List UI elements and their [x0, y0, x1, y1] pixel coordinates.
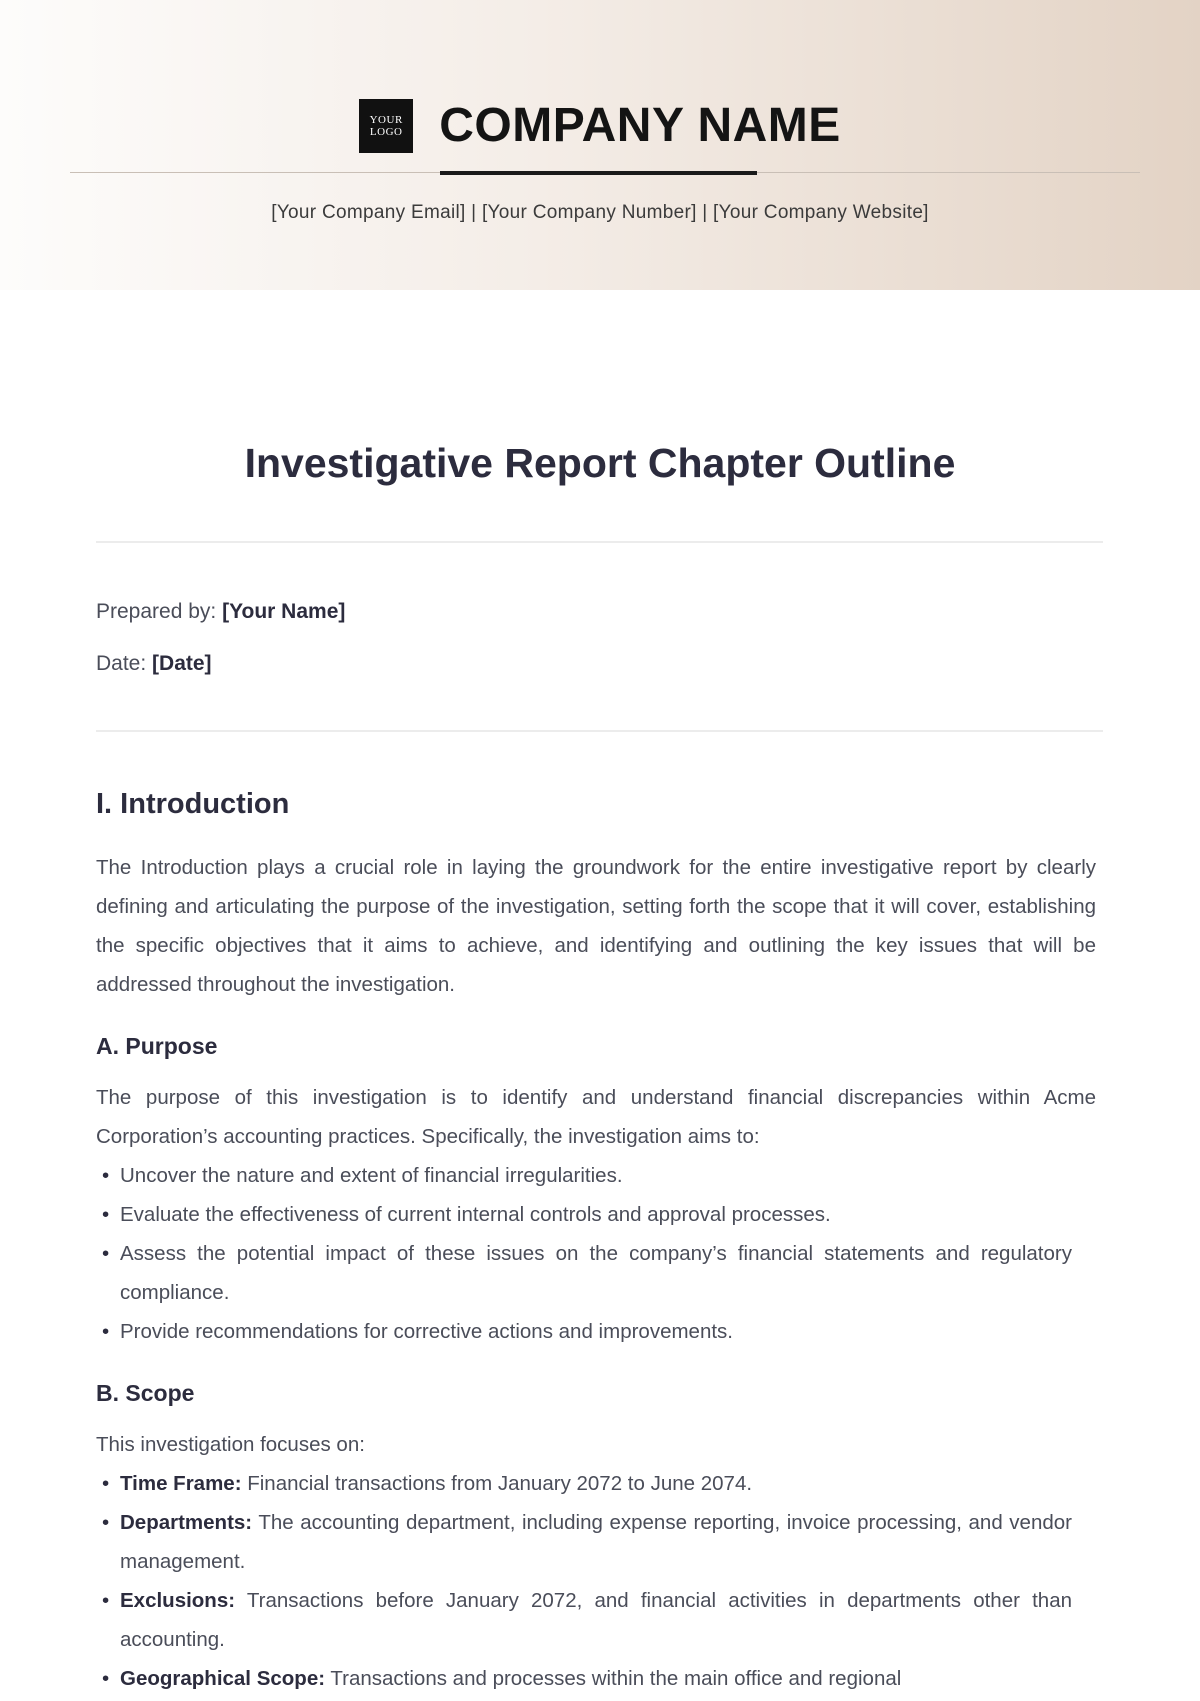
list-item — [96, 1659, 1096, 1698]
logo-text-line1: YOUR — [369, 113, 403, 126]
logo-text-line2: LOGO — [369, 125, 403, 138]
brand-lockup — [0, 98, 1200, 153]
company-contact-line: [Your Company Email] | [Your Company Number] | [Your Company Website] — [271, 202, 929, 223]
scope-list — [96, 1464, 1096, 1698]
scope-item-text: Transactions before January 2072, and financial activities in departments other than accounting. — [120, 1589, 1072, 1651]
introduction-paragraph: The Introduction plays a crucial role in laying the groundwork for the entire investigative report by clearly defining and articulating the purpose of the investigation, setting forth the scope that it will cover, establishing the specific objectives that it aims to achieve, and identifying and outlining the key issues that will be addressed throughout the investigation. — [96, 856, 1096, 996]
company-logo — [359, 99, 413, 153]
company-name: COMPANY NAME — [439, 99, 841, 152]
scope-item-label: Exclusions: — [120, 1589, 236, 1612]
purpose-list — [96, 1156, 1096, 1351]
company-header — [0, 0, 1200, 290]
meta-divider — [96, 730, 1103, 732]
section-heading-introduction: I. Introduction — [96, 788, 290, 820]
scope-paragraph: This investigation focuses on: — [96, 1433, 365, 1456]
list-item — [96, 1581, 1096, 1659]
date-value: [Date] — [152, 652, 212, 675]
prepared-by-value: [Your Name] — [222, 600, 346, 623]
prepared-by-label: Prepared by: — [96, 600, 223, 623]
prepared-by-line — [96, 600, 345, 624]
document-title: Investigative Report Chapter Outline — [244, 440, 956, 486]
list-item: • Provide recommendations for corrective actions and improvements. — [96, 1312, 1096, 1351]
header-divider-accent — [440, 171, 757, 175]
list-item — [96, 1503, 1096, 1581]
date-label: Date: — [96, 652, 153, 675]
scope-item-text: The accounting department, including expense reporting, invoice processing, and vendor management. — [120, 1511, 1072, 1573]
list-item: • Assess the potential impact of these issues on the company’s financial statements and regulatory compliance. — [96, 1234, 1096, 1312]
scope-item-text: Transactions and processes within the main office and regional — [325, 1667, 902, 1690]
scope-item-label: Time Frame: — [120, 1472, 242, 1495]
date-line — [96, 652, 212, 676]
scope-item-label: Departments: — [120, 1511, 253, 1534]
section-heading-scope: B. Scope — [96, 1380, 195, 1406]
scope-item-label: Geographical Scope: — [120, 1667, 326, 1690]
title-divider — [96, 541, 1103, 543]
list-item: • Evaluate the effectiveness of current internal controls and approval processes. — [96, 1195, 1096, 1234]
scope-item-text: Financial transactions from January 2072 to June 2074. — [241, 1472, 753, 1495]
document-body — [96, 782, 1096, 1698]
list-item — [96, 1464, 1096, 1503]
purpose-paragraph: The purpose of this investigation is to identify and understand financial discrepancies within Acme Corporation’s accounting practices. Specifically, the investigation aims to: — [96, 1086, 1096, 1148]
list-item: • Uncover the nature and extent of financial irregularities. — [96, 1156, 1096, 1195]
section-heading-purpose: A. Purpose — [96, 1033, 218, 1059]
